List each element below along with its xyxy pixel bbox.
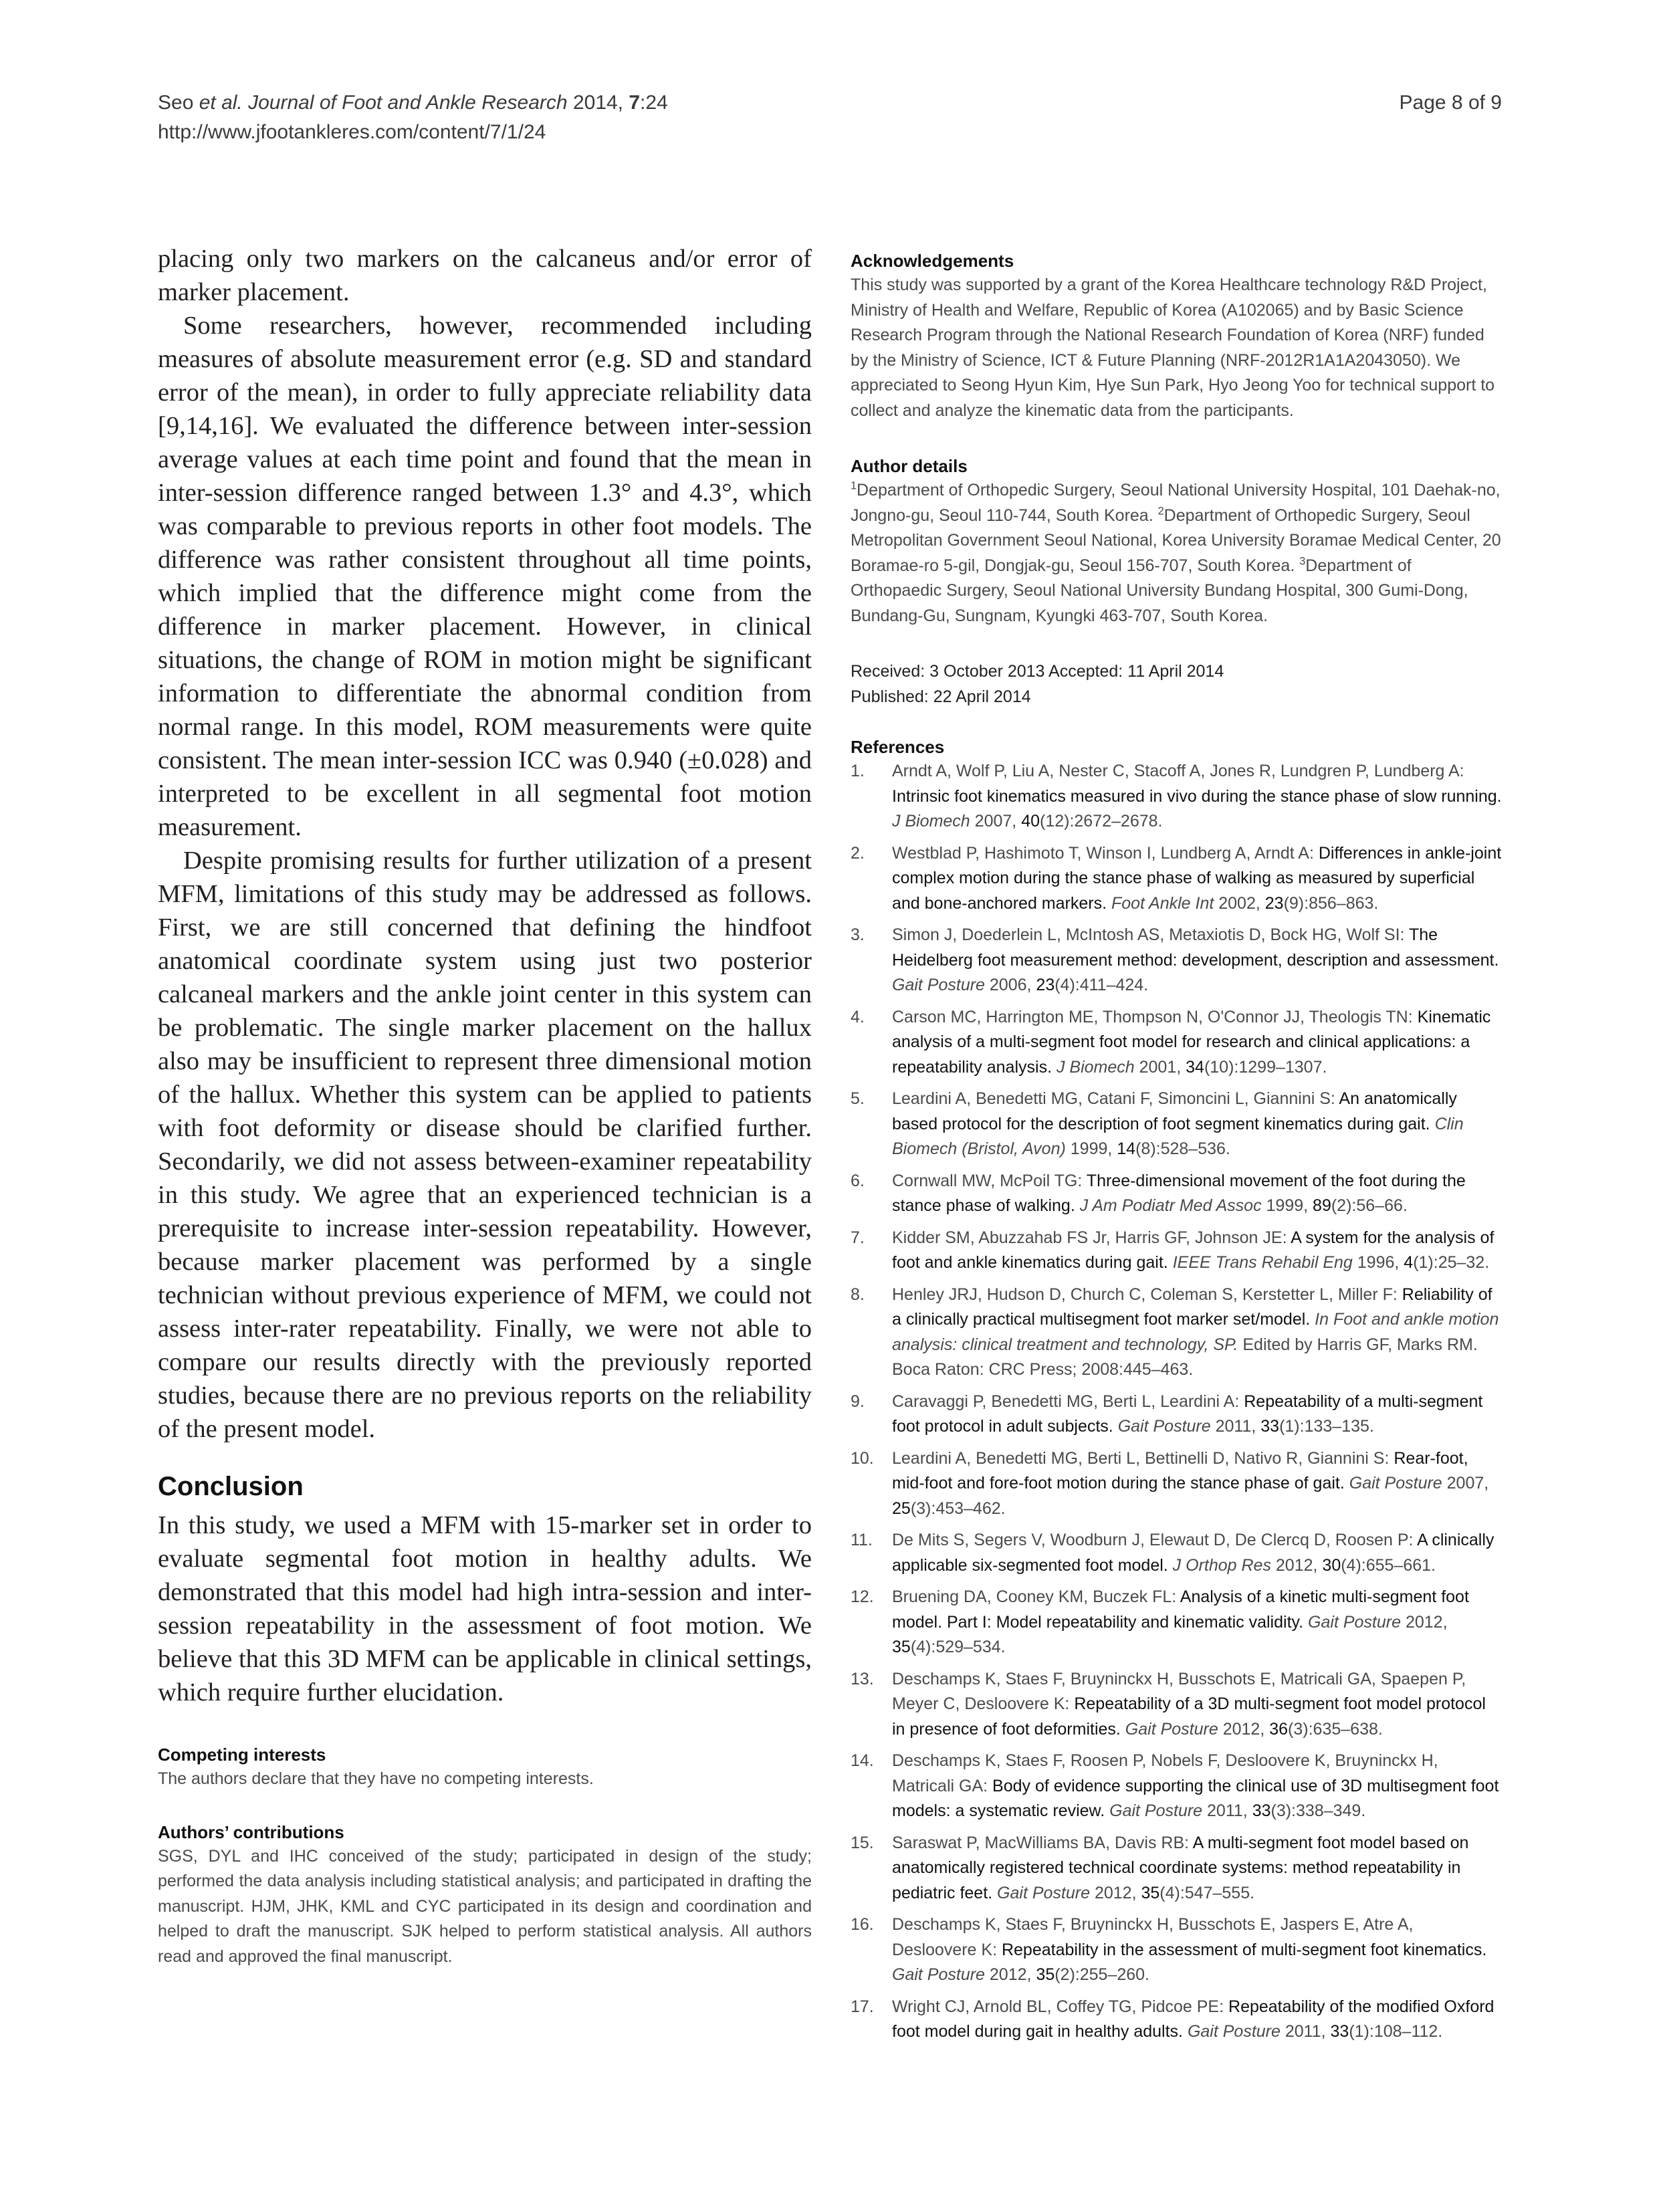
reference-pages: (1):25–32. — [1413, 1253, 1490, 1272]
reference-pages: (3):635–638. — [1288, 1719, 1383, 1739]
citation-etal: et al. — [199, 92, 243, 114]
reference-item — [851, 841, 1502, 917]
reference-title[interactable]: A system for the analysis of foot and ankle kinematics during gait. — [892, 1228, 1495, 1272]
reference-volume: 40 — [1021, 812, 1040, 831]
reference-journal: Gait Posture — [1120, 1719, 1223, 1739]
reference-item — [851, 1831, 1502, 1906]
reference-journal: Gait Posture — [992, 1883, 1095, 1902]
reference-title[interactable]: An anatomically based protocol for the description of foot segment kinematics during gait. — [892, 1089, 1457, 1133]
competing-interests-section — [158, 1743, 812, 1792]
reference-number: 4. — [851, 1007, 865, 1026]
reference-year: 1999, — [1070, 1139, 1117, 1158]
reference-authors: Deschamps K, Staes F, Roosen P, Nobels F, Desloovere K, Bruyninckx H, Matricali GA: — [892, 1751, 1438, 1795]
reference-item — [851, 1749, 1502, 1824]
reference-title[interactable]: Repeatability in the assessment of multi-segment foot kinematics. — [1001, 1940, 1487, 1959]
reference-number: 13. — [851, 1669, 874, 1688]
references-heading: References — [851, 737, 945, 757]
right-column — [851, 249, 1502, 2052]
page-number: Page 8 of 9 — [1399, 92, 1502, 114]
affiliation-marker: 2 — [1157, 505, 1164, 518]
acknowledgements-text: This study was supported by a grant of the Korea Healthcare technology R&D Project, Ministry of Health and Welfare, Republic of Korea (A102065) and by Basic Science Research Program through the National Research Foundation of Korea (NRF) funded by the Ministry of Science, ICT & Future Planning (NRF-2012R1A1A2043050). We appreciated to Seong Hyun Kim, Hye Sun Park, Hyo Jeong Yoo for technical support to collect and analyze the kinematic data from the participants. — [851, 275, 1495, 420]
affiliation-marker: 3 — [1299, 555, 1306, 568]
author-details-heading: Author details — [851, 456, 968, 476]
reference-item — [851, 1528, 1502, 1578]
competing-interests-text: The authors declare that they have no competing interests. — [158, 1769, 594, 1788]
reference-item — [851, 1585, 1502, 1660]
reference-authors: Saraswat P, MacWilliams BA, Davis RB: — [892, 1833, 1193, 1852]
reference-year: 2011, — [1207, 1801, 1252, 1820]
reference-volume: 33 — [1260, 1417, 1280, 1436]
reference-number: 5. — [851, 1089, 865, 1108]
reference-journal: Clin Biomech (Bristol, Avon) — [892, 1114, 1464, 1158]
reference-title[interactable]: Differences in ankle-joint complex motion during the stance phase of walking as measured by superficial and bone-anchored markers. — [892, 843, 1502, 913]
reference-volume: 36 — [1269, 1719, 1289, 1739]
reference-volume: 33 — [1252, 1801, 1271, 1820]
affiliation-marker: 1 — [851, 479, 857, 492]
reference-number: 12. — [851, 1587, 874, 1606]
reference-year: 2012, — [1094, 1883, 1141, 1902]
body-paragraph: Despite promising results for further utilization of a present MFM, limitations of this study may be addressed as follows. First, we are still concerned that defining the hindfoot anatomical coordinate system using just two posterior calcaneal markers and the ankle joint center in this system can be problematic. The single marker placement on the hallux also may be insufficient to represent three dimensional motion of the hallux. Whether this system can be applied to patients with foot deformity or disease should be clarified further. Secondarily, we did not assess between-examiner repeatability in this study. We agree that an experienced technician is a prerequisite to increase inter-session repeatability. However, because marker placement was performed by a single technician without previous experience of MFM, we could not assess inter-rater repeatability. Finally, we were not able to compare our results directly with the previously reported studies, because there are no previous reports on the reliability of the present model. — [158, 847, 812, 1443]
citation-issue: :24 — [640, 92, 668, 114]
reference-pages: (3):338–349. — [1270, 1801, 1366, 1820]
reference-authors: Henley JRJ, Hudson D, Church C, Coleman S, Kerstetter L, Miller F: — [892, 1285, 1402, 1304]
received-accepted-dates: Received: 3 October 2013 Accepted: 11 April 2014 — [851, 662, 1224, 681]
reference-year: 2007, — [1446, 1474, 1489, 1492]
reference-number: 11. — [851, 1531, 873, 1549]
reference-title[interactable]: Rear-foot, mid-foot and fore-foot motion during the stance phase of gait. — [892, 1448, 1468, 1492]
reference-title[interactable]: Reliability of a clinically practical multisegment foot marker set/model. — [892, 1285, 1492, 1329]
reference-journal: Gait Posture — [1105, 1801, 1208, 1820]
citation-authors: Seo — [158, 92, 199, 114]
reference-pages: (4):655–661. — [1341, 1555, 1436, 1575]
competing-interests-heading: Competing interests — [158, 1745, 326, 1765]
reference-title[interactable]: Three-dimensional movement of the foot during the stance phase of walking. — [892, 1171, 1466, 1215]
reference-journal: J Orthop Res — [1168, 1555, 1276, 1575]
reference-year: Edited by Harris GF, Marks RM. Boca Raton: CRC Press; 2008:445–463. — [892, 1335, 1478, 1379]
reference-number: 3. — [851, 925, 865, 944]
reference-title[interactable]: A clinically applicable six-segmented foot model. — [892, 1531, 1495, 1575]
reference-authors: Simon J, Doederlein L, McIntosh AS, Metaxiotis D, Bock HG, Wolf SI: — [892, 925, 1409, 944]
reference-authors: Kidder SM, Abuzzahab FS Jr, Harris GF, Johnson JE: — [892, 1228, 1291, 1247]
reference-pages: (8):528–536. — [1135, 1139, 1230, 1158]
reference-year: 2011, — [1215, 1417, 1261, 1436]
reference-journal: IEEE Trans Rehabil Eng — [1168, 1253, 1357, 1272]
reference-pages: (4):411–424. — [1055, 976, 1149, 994]
reference-volume: 33 — [1330, 2022, 1349, 2041]
reference-pages: (12):2672–2678. — [1040, 812, 1163, 831]
citation-line — [158, 88, 1502, 118]
affiliation-3: Department of Orthopaedic Surgery, Seoul National University Bundang Hospital, 300 Gumi-Dong, Bundang-Gu, Sungnam, Kyungki 463-707, South Korea. — [851, 556, 1468, 625]
reference-item — [851, 1667, 1502, 1743]
reference-year: 2012, — [1405, 1612, 1448, 1632]
reference-journal: J Am Podiatr Med Assoc — [1075, 1196, 1266, 1215]
citation-volume: 7 — [629, 92, 641, 114]
reference-item — [851, 1087, 1502, 1162]
reference-title[interactable]: The Heidelberg foot measurement method: development, description and assessment. — [892, 925, 1499, 970]
reference-journal: In Foot and ankle motion analysis: clinical treatment and technology, SP. — [892, 1310, 1499, 1354]
reference-volume: 34 — [1186, 1057, 1204, 1077]
reference-pages: (4):529–534. — [910, 1638, 1006, 1656]
acknowledgements-section — [851, 249, 1502, 423]
reference-volume: 35 — [1141, 1883, 1160, 1902]
reference-title[interactable]: Intrinsic foot kinematics measured in vivo during the stance phase of slow running. — [892, 786, 1502, 806]
reference-title[interactable]: Repeatability of a 3D multi-segment foot model protocol in presence of foot deformities. — [892, 1694, 1486, 1739]
reference-title[interactable]: Repeatability of the modified Oxford foot model during gait in healthy adults. — [892, 1997, 1495, 2041]
reference-authors: Westblad P, Hashimoto T, Winson I, Lundberg A, Arndt A: — [892, 843, 1319, 863]
reference-item — [851, 1390, 1502, 1440]
reference-pages: (9):856–863. — [1283, 893, 1379, 913]
authors-contributions-section — [158, 1820, 812, 1970]
reference-authors: Bruening DA, Cooney KM, Buczek FL: — [892, 1587, 1180, 1606]
reference-number: 17. — [851, 1997, 874, 2016]
reference-pages: (10):1299–1307. — [1204, 1057, 1327, 1077]
reference-number: 6. — [851, 1171, 865, 1190]
reference-title[interactable]: Kinematic analysis of a multi-segment foot model for research and clinical applications: a repeatability analysis. — [892, 1007, 1491, 1077]
reference-pages: (1):133–135. — [1279, 1417, 1374, 1436]
reference-authors: Cornwall MW, McPoil TG: — [892, 1171, 1087, 1190]
reference-item — [851, 1005, 1502, 1081]
reference-authors: Deschamps K, Staes F, Bruyninckx H, Busschots E, Matricali GA, Spaepen P, Meyer C, Desloovere K: — [892, 1669, 1466, 1713]
reference-volume: 23 — [1036, 976, 1055, 994]
reference-journal: J Biomech — [1052, 1057, 1139, 1077]
reference-authors: Arndt A, Wolf P, Liu A, Nester C, Stacoff A, Jones R, Lundgren P, Lundberg A: — [892, 762, 1464, 780]
citation-year: 2014, — [567, 92, 629, 114]
reference-title[interactable]: A multi-segment foot model based on anatomically registered technical coordinate systems: method repeatability in pediatric feet. — [892, 1833, 1469, 1902]
reference-journal: Gait Posture — [1113, 1417, 1216, 1436]
conclusion-paragraph: In this study, we used a MFM with 15-marker set in order to evaluate segmental foot motion in healthy adults. We demonstrated that this model had high intra-session and inter-session repeatability in the assessment of foot motion. We believe that this 3D MFM can be applicable in clinical settings, which require further elucidation. — [158, 1511, 812, 1706]
left-column — [158, 242, 812, 1969]
citation-journal: Journal of Foot and Ankle Research — [242, 92, 568, 114]
reference-authors: Leardini A, Benedetti MG, Berti L, Bettinelli D, Nativo R, Giannini S: — [892, 1448, 1394, 1468]
reference-authors: Carson MC, Harrington ME, Thompson N, O'Connor JJ, Theologis TN: — [892, 1007, 1418, 1026]
affiliation-2: Department of Orthopedic Surgery, Seoul Metropolitan Government Seoul National, Korea University Boramae Medical Center, 20 Boramae-ro 5-gil, Dongjak-gu, Seoul 156-707, South Korea. — [851, 506, 1501, 575]
references-section — [851, 735, 1502, 2045]
reference-pages: (2):255–260. — [1055, 1965, 1150, 1984]
reference-number: 7. — [851, 1228, 865, 1247]
reference-year: 1996, — [1357, 1253, 1404, 1272]
reference-number: 1. — [851, 762, 865, 780]
affiliation-1: Department of Orthopedic Surgery, Seoul National University Hospital, 101 Daehak-no, Jongno-gu, Seoul 110-744, South Korea. — [851, 481, 1501, 525]
reference-journal: Foot Ankle Int — [1107, 893, 1219, 913]
reference-authors: Leardini A, Benedetti MG, Catani F, Simoncini L, Giannini S: — [892, 1089, 1339, 1108]
author-details-text — [851, 478, 1502, 629]
reference-authors: De Mits S, Segers V, Woodburn J, Elewaut D, De Clercq D, Roosen P: — [892, 1531, 1418, 1549]
reference-volume: 25 — [892, 1499, 911, 1518]
reference-authors: Wright CJ, Arnold BL, Coffey TG, Pidcoe PE: — [892, 1997, 1229, 2016]
reference-item — [851, 923, 1502, 998]
reference-year: 2011, — [1285, 2022, 1331, 2041]
page-header — [158, 88, 1502, 147]
reference-journal: J Biomech — [892, 812, 975, 831]
reference-journal: Gait Posture — [892, 976, 990, 994]
reference-item — [851, 759, 1502, 835]
reference-volume: 35 — [1036, 1965, 1055, 1984]
reference-number: 2. — [851, 843, 865, 863]
reference-item — [851, 1169, 1502, 1219]
reference-number: 8. — [851, 1285, 865, 1304]
reference-number: 15. — [851, 1833, 874, 1852]
reference-title[interactable]: Repeatability of a multi-segment foot protocol in adult subjects. — [892, 1392, 1483, 1436]
reference-year: 2012, — [1222, 1719, 1270, 1739]
body-paragraph: Some researchers, however, recommended including measures of absolute measurement error (e.g. SD and standard error of the mean), in order to fully appreciate reliability data [9,14,16]. We evaluated the difference between inter-session average values at each time point and found that the mean in inter-session difference ranged between 1.3° and 4.3°, which was comparable to previous reports in other foot models. The difference was rather consistent throughout all time points, which implied that the difference might come from the difference in marker placement. However, in clinical situations, the change of ROM in motion might be significant information to differentiate the abnormal condition from normal range. In this model, ROM measurements were quite consistent. The mean inter-session ICC was 0.940 (±0.028) and interpreted to be excellent in all segmental foot motion measurement. — [158, 312, 812, 841]
reference-volume: 14 — [1117, 1139, 1136, 1158]
reference-pages: (3):453–462. — [910, 1499, 1006, 1518]
reference-pages: (4):547–555. — [1159, 1883, 1255, 1902]
reference-year: 1999, — [1266, 1196, 1313, 1215]
reference-journal: Gait Posture — [1303, 1612, 1406, 1632]
reference-item — [851, 1226, 1502, 1276]
reference-authors: Deschamps K, Staes F, Bruyninckx H, Busschots E, Jaspers E, Atre A, Desloovere K: — [892, 1915, 1414, 1959]
reference-number: 14. — [851, 1751, 874, 1770]
reference-year: 2001, — [1139, 1057, 1186, 1077]
authors-contributions-heading: Authors’ contributions — [158, 1821, 344, 1842]
reference-item — [851, 1912, 1502, 1988]
reference-title[interactable]: Analysis of a kinetic multi-segment foot model. Part I: Model repeatability and kinematic validity. — [892, 1587, 1469, 1632]
reference-volume: 4 — [1404, 1253, 1414, 1272]
reference-journal: Gait Posture — [1344, 1474, 1447, 1492]
authors-contributions-text: SGS, DYL and IHC conceived of the study; participated in design of the study; performed the data analysis including statistical analysis; and participated in drafting the manuscript. HJM, JHK, KML and CYC participated in its design and coordination and helped to draft the manuscript. SJK helped to perform statistical analysis. All authors read and approved the final manuscript. — [158, 1846, 812, 1966]
reference-pages: (1):108–112. — [1349, 2022, 1443, 2041]
reference-year: 2002, — [1218, 893, 1265, 913]
reference-volume: 30 — [1322, 1555, 1341, 1575]
reference-journal: Gait Posture — [892, 1965, 990, 1984]
reference-volume: 23 — [1264, 893, 1284, 913]
reference-year: 2006, — [989, 976, 1036, 994]
author-details-section — [851, 454, 1502, 629]
reference-item — [851, 1283, 1502, 1383]
reference-item — [851, 1446, 1502, 1522]
reference-volume: 89 — [1313, 1196, 1331, 1215]
reference-volume: 35 — [892, 1638, 911, 1656]
body-paragraph: placing only two markers on the calcaneus and/or error of marker placement. — [158, 245, 812, 306]
published-date: Published: 22 April 2014 — [851, 687, 1031, 706]
reference-year: 2012, — [1275, 1555, 1323, 1575]
reference-title[interactable]: Body of evidence supporting the clinical use of 3D multisegment foot models: a systematic review. — [892, 1776, 1499, 1820]
reference-number: 9. — [851, 1392, 865, 1411]
reference-year: 2007, — [974, 812, 1022, 831]
reference-item — [851, 1995, 1502, 2045]
reference-list — [851, 759, 1502, 2045]
dates-section — [851, 659, 1502, 709]
reference-authors: Caravaggi P, Benedetti MG, Berti L, Leardini A: — [892, 1392, 1244, 1411]
conclusion-heading: Conclusion — [158, 1472, 304, 1501]
reference-number: 16. — [851, 1915, 874, 1934]
acknowledgements-heading: Acknowledgements — [851, 251, 1014, 271]
reference-number: 10. — [851, 1448, 874, 1468]
reference-pages: (2):56–66. — [1331, 1196, 1408, 1215]
article-url[interactable]: http://www.jfootankleres.com/content/7/1/24 — [158, 121, 546, 143]
reference-year: 2012, — [989, 1965, 1036, 1984]
reference-journal: Gait Posture — [1183, 2022, 1285, 2041]
